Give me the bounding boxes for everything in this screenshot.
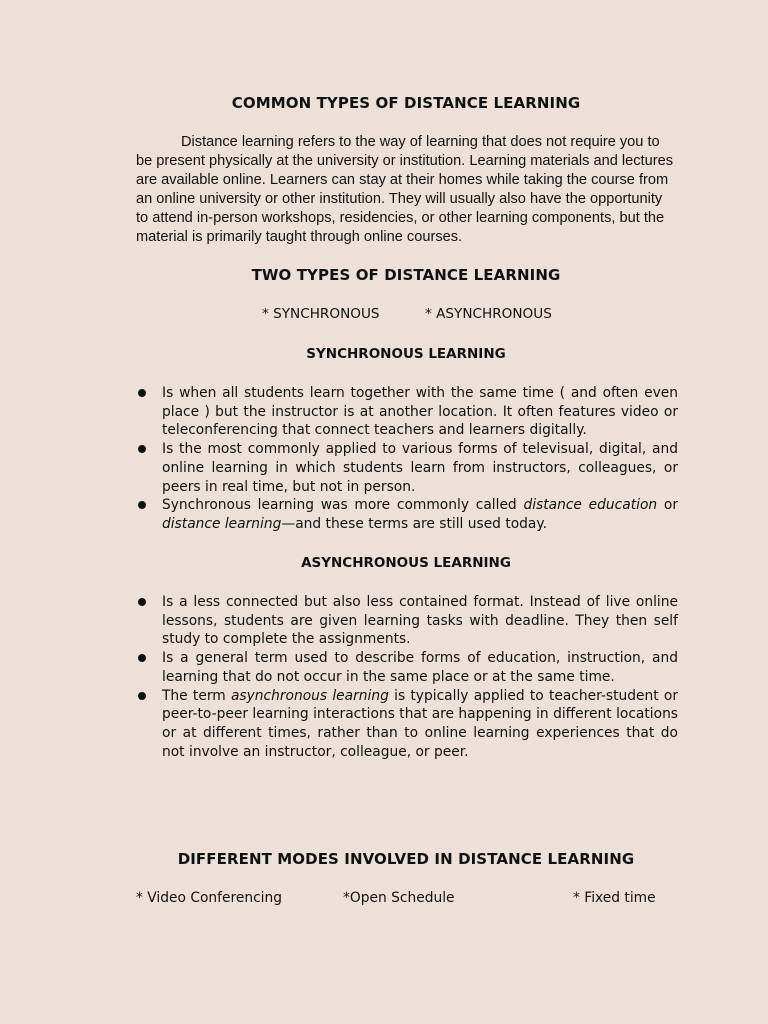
mode-fixed-time: * Fixed time [573, 890, 656, 906]
bullet-dot-icon [138, 501, 146, 509]
mode-video-conferencing: * Video Conferencing [136, 890, 283, 906]
list-item: Is a general term used to describe forms of education, instruction, and learning that do not occur in the same place or at the same time. [136, 649, 678, 686]
list-item: The term asynchronous learning is typically applied to teacher-student or peer-to-peer learning interactions that are happening in different locations or at different times, rather than to online learning experiences that do not involve an instructor, colleague, or peer. [136, 687, 678, 762]
bullet-dot-icon [138, 445, 146, 453]
modes-heading: DIFFERENT MODES INVOLVED IN DISTANCE LEARNING [177, 850, 635, 868]
two-types-heading: TWO TYPES OF DISTANCE LEARNING [251, 266, 561, 284]
list-item: Is the most commonly applied to various forms of televisual, digital, and online learning in which students learn from instructors, colleagues, or peers in real time, but not in person. [136, 440, 678, 496]
synchronous-heading: SYNCHRONOUS LEARNING [306, 346, 506, 362]
intro-text: Distance learning refers to the way of learning that does not require you to be present physically at the university or institution. Learning materials and lectures are available online. Learners can stay at their homes while taking the course from an online university or other institution. They will usually also have the opportunity to attend in-person workshops, residencies, or other learning components, but the material is primarily taught through online courses. [136, 134, 674, 245]
type-synchronous: * SYNCHRONOUS [262, 306, 380, 322]
mode-open-schedule: *Open Schedule [343, 890, 455, 906]
bullet-dot-icon [138, 692, 146, 700]
asynchronous-heading: ASYNCHRONOUS LEARNING [301, 555, 511, 571]
synchronous-list [136, 384, 678, 534]
main-heading: COMMON TYPES OF DISTANCE LEARNING [231, 94, 581, 112]
bullet-dot-icon [138, 654, 146, 662]
intro-paragraph [136, 133, 678, 247]
asynchronous-list [136, 593, 678, 761]
list-item: Is when all students learn together with the same time ( and often even place ) but the instructor is at another location. It often features video or teleconferencing that connect teachers and learners digitally. [136, 384, 678, 440]
type-asynchronous: * ASYNCHRONOUS [425, 306, 552, 322]
bullet-dot-icon [138, 598, 146, 606]
list-item: Synchronous learning was more commonly called distance education or distance learning—and these terms are still used today. [136, 496, 678, 533]
bullet-dot-icon [138, 389, 146, 397]
list-item: Is a less connected but also less contained format. Instead of live online lessons, students are given learning tasks with deadline. They then self study to complete the assignments. [136, 593, 678, 649]
